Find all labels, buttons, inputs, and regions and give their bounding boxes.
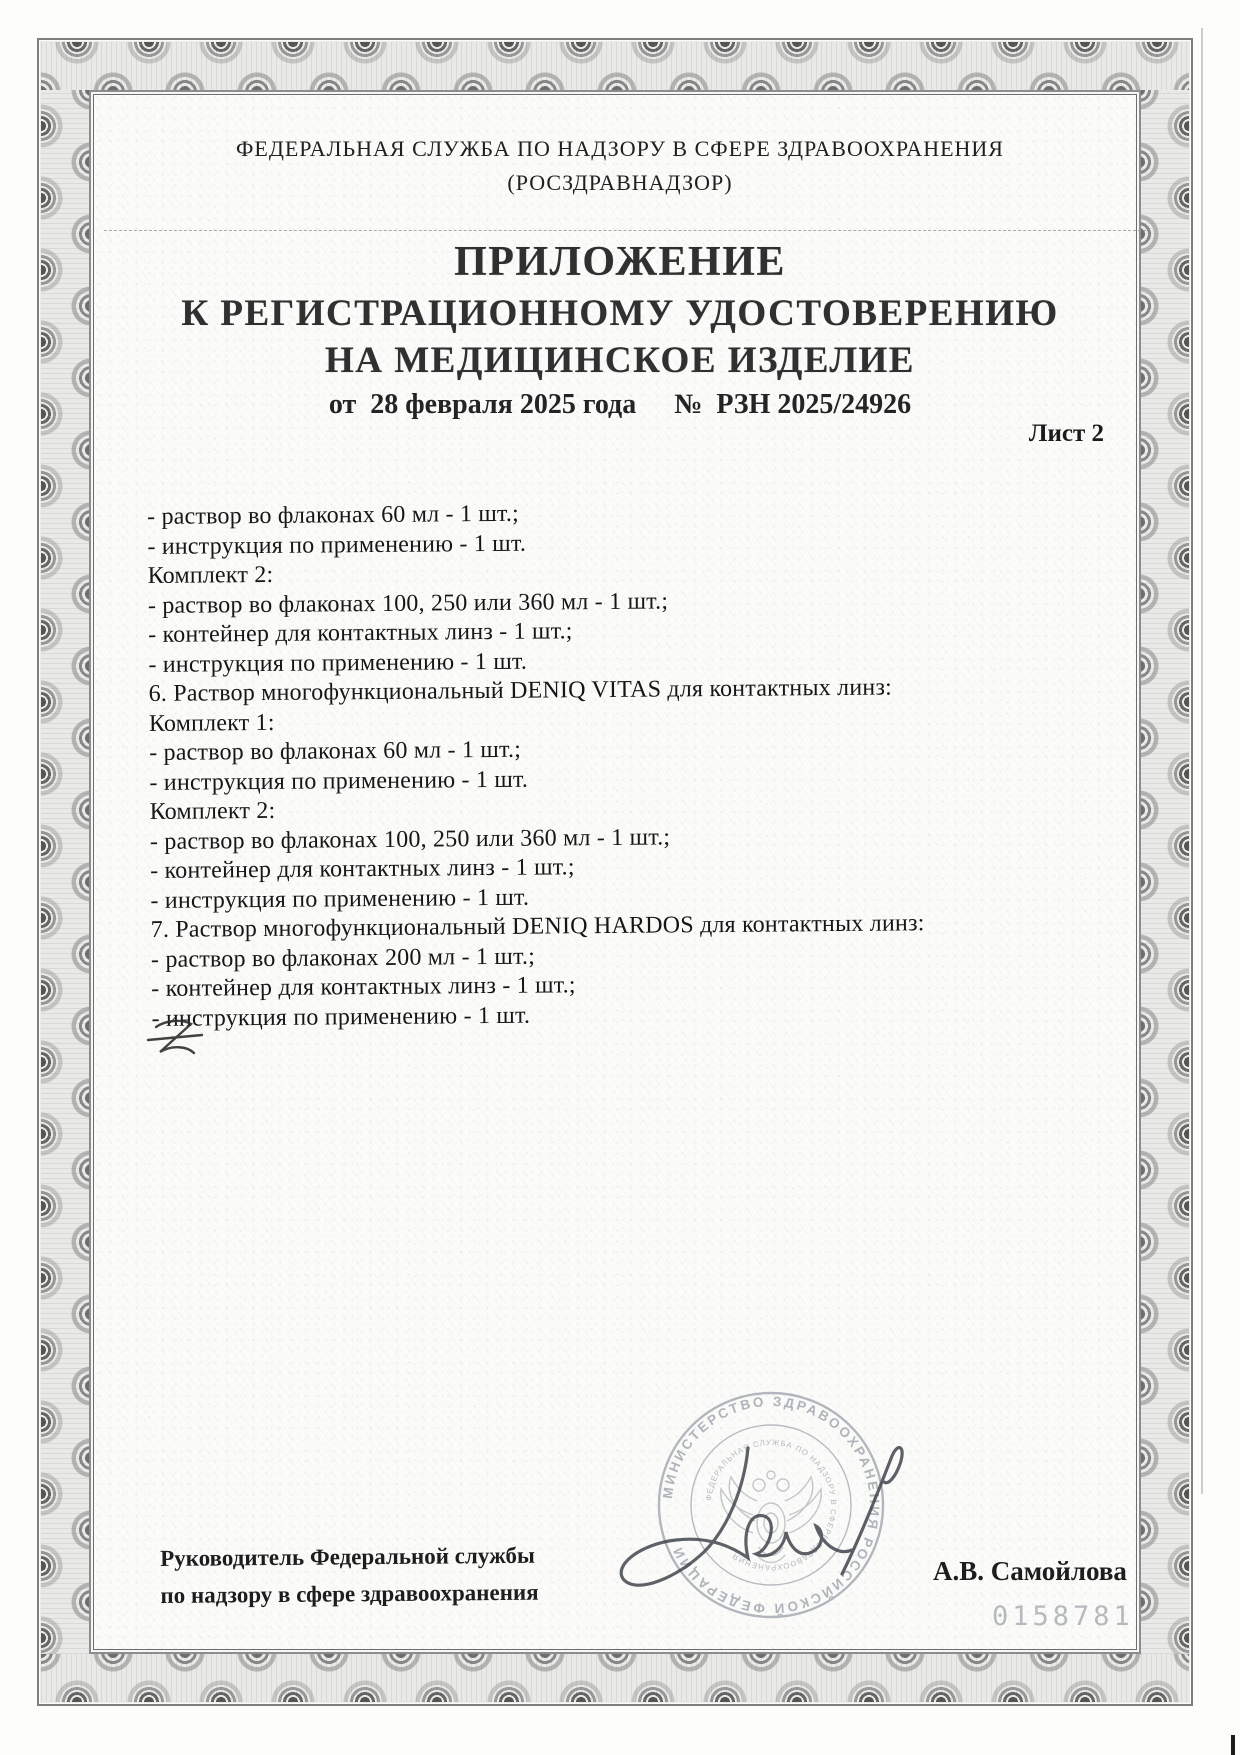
body-text-block — [147, 495, 1072, 1034]
body-line: - контейнер для контактных линз - 1 шт.; — [151, 972, 576, 1002]
document-title-line2: К РЕГИСТРАЦИОННОМУ УДОСТОВЕРЕНИЮ — [181, 293, 1059, 334]
issue-date: 28 февраля 2025 года — [370, 389, 637, 420]
body-line: - раствор во флаконах 100, 250 или 360 мл - 1 шт.; — [147, 587, 669, 619]
agency-name-line2: (РОСЗДРАВНАДЗОР) — [507, 170, 733, 195]
stamp-inner-ring-text: ФЕДЕРАЛЬНАЯ СЛУЖБА ПО НАДЗОРУ В СФЕРЕ ЗДРАВООХРАНЕНИЯ — [704, 1437, 839, 1573]
body-line: 7. Раствор многофункциональный DENIQ HARDOS для контактных линз: — [150, 910, 925, 943]
body-line: - раствор во флаконах 60 мл - 1 шт.; — [147, 500, 520, 530]
issue-dateline — [95, 389, 1145, 421]
body-line: - контейнер для контактных линз - 1 шт.; — [150, 854, 575, 884]
body-line: - раствор во флаконах 200 мл - 1 шт.; — [150, 943, 536, 973]
body-line: Комплект 2: — [149, 797, 276, 825]
body-line: - инструкция по применению - 1 шт. — [148, 648, 528, 678]
body-line: - раствор во флаконах 60 мл - 1 шт.; — [149, 736, 522, 766]
scan-edge-line — [1201, 28, 1203, 1494]
form-serial-number: 0158781 — [992, 1601, 1134, 1632]
body-line: - инструкция по применению - 1 шт. — [151, 1002, 531, 1032]
body-line: - контейнер для контактных линз - 1 шт.; — [148, 618, 573, 648]
header-divider — [104, 230, 1146, 231]
number-sign: № — [674, 389, 703, 420]
stamp-outer-ring-text: МИНИСТЕРСТВО ЗДРАВООХРАНЕНИЯ РОССИЙСКОЙ ФЕДЕРАЦИИ — [660, 1393, 883, 1617]
registration-number: РЗН 2025/24926 — [716, 389, 912, 420]
body-line: 6. Раствор многофункциональный DENIQ VITAS для контактных линз: — [148, 674, 893, 707]
body-line: - инструкция по применению - 1 шт. — [149, 766, 529, 796]
body-line: Комплект 2: — [147, 561, 274, 589]
border-ornament-bottom — [41, 1652, 1189, 1702]
document-title-line3: НА МЕДИЦИНСКОЕ ИЗДЕЛИЕ — [325, 340, 915, 381]
signer-position — [160, 1536, 581, 1614]
document-title-line1: ПРИЛОЖЕНИЕ — [454, 239, 786, 285]
issue-date-prefix: от — [328, 389, 357, 420]
border-ornament-top — [41, 42, 1189, 92]
sheet-number-label: Лист 2 — [1028, 420, 1104, 447]
scan-edge-mark — [1231, 1735, 1235, 1755]
border-ornament-left — [41, 90, 91, 1654]
body-line: - раствор во флаконах 100, 250 или 360 мл - 1 шт.; — [149, 823, 671, 855]
signer-position-line1: Руководитель Федеральной службы — [160, 1542, 535, 1571]
body-line: Комплект 1: — [148, 709, 275, 737]
body-line: - инструкция по применению - 1 шт. — [147, 530, 527, 560]
body-line: - инструкция по применению - 1 шт. — [150, 884, 530, 914]
border-ornament-right — [1139, 90, 1189, 1654]
signer-name: А.В. Самойлова — [933, 1556, 1127, 1586]
signer-position-line2: по надзору в сфере здравоохранения — [160, 1579, 539, 1608]
agency-name-line1: ФЕДЕРАЛЬНАЯ СЛУЖБА ПО НАДЗОРУ В СФЕРЕ ЗДРАВООХРАНЕНИЯ — [236, 136, 1004, 161]
